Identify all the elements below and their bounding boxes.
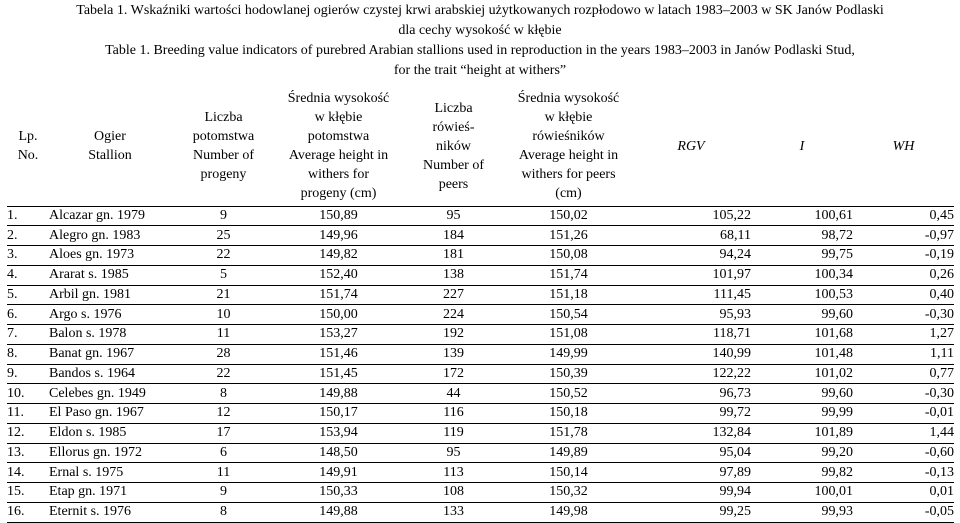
peer-height: 150,08 (506, 246, 631, 266)
table-row (7, 206, 954, 226)
header-peer-count: Liczba rówieś- ników Number of peers (401, 87, 506, 206)
caption-line: for the trait “height at withers” (393, 63, 567, 78)
stallion-name: Aloes gn. 1973 (49, 246, 171, 266)
peer-count: 95 (401, 206, 506, 226)
peer-count: 192 (401, 325, 506, 345)
row-number: 13. (7, 443, 49, 463)
progeny-count: 21 (171, 285, 276, 305)
wh-value: -0,97 (853, 226, 954, 246)
i-value: 101,68 (751, 325, 853, 345)
progeny-count: 9 (171, 206, 276, 226)
table-row (7, 423, 954, 443)
progeny-height: 149,88 (276, 384, 401, 404)
table-row (7, 246, 954, 266)
row-number: 5. (7, 285, 49, 305)
row-number: 6. (7, 305, 49, 325)
peer-height: 149,99 (506, 344, 631, 364)
stallion-name: Alcazar gn. 1979 (49, 206, 171, 226)
stallion-name: Etap gn. 1971 (49, 483, 171, 503)
i-value: 101,48 (751, 344, 853, 364)
row-number: 1. (7, 206, 49, 226)
i-value: 99,99 (751, 404, 853, 424)
peer-height: 151,74 (506, 265, 631, 285)
rgv-value: 111,45 (631, 285, 751, 305)
peer-count: 181 (401, 246, 506, 266)
stallion-name: Eternit s. 1976 (49, 502, 171, 522)
peer-count: 133 (401, 502, 506, 522)
stallion-name: Argo s. 1976 (49, 305, 171, 325)
progeny-height: 150,17 (276, 404, 401, 424)
row-number: 15. (7, 483, 49, 503)
progeny-count: 12 (171, 404, 276, 424)
progeny-count: 8 (171, 384, 276, 404)
stallion-name: Ellorus gn. 1972 (49, 443, 171, 463)
rgv-value: 95,93 (631, 305, 751, 325)
peer-count: 138 (401, 265, 506, 285)
progeny-height: 151,46 (276, 344, 401, 364)
table-row (7, 384, 954, 404)
rgv-value: 94,24 (631, 246, 751, 266)
wh-value: 1,44 (853, 423, 954, 443)
table-row (7, 285, 954, 305)
table-row (7, 443, 954, 463)
progeny-count: 8 (171, 502, 276, 522)
rgv-value: 140,99 (631, 344, 751, 364)
breeding-value-table (7, 87, 954, 523)
stallion-name: Eldon s. 1985 (49, 423, 171, 443)
row-number: 8. (7, 344, 49, 364)
progeny-count: 28 (171, 344, 276, 364)
progeny-height: 149,88 (276, 502, 401, 522)
stallion-name: Alegro gn. 1983 (49, 226, 171, 246)
rgv-value: 68,11 (631, 226, 751, 246)
peer-height: 151,08 (506, 325, 631, 345)
peer-count: 113 (401, 463, 506, 483)
table-row (7, 404, 954, 424)
peer-count: 116 (401, 404, 506, 424)
header-progeny-count: Liczba potomstwa Number of progeny (171, 87, 276, 206)
progeny-count: 22 (171, 246, 276, 266)
table-row (7, 502, 954, 522)
wh-value: 0,45 (853, 206, 954, 226)
table-body (7, 206, 954, 522)
wh-value: -0,01 (853, 404, 954, 424)
peer-height: 150,32 (506, 483, 631, 503)
stallion-name: Bandos s. 1964 (49, 364, 171, 384)
progeny-count: 22 (171, 364, 276, 384)
peer-height: 149,89 (506, 443, 631, 463)
i-value: 101,89 (751, 423, 853, 443)
row-number: 12. (7, 423, 49, 443)
rgv-value: 95,04 (631, 443, 751, 463)
peer-height: 151,18 (506, 285, 631, 305)
progeny-height: 150,00 (276, 305, 401, 325)
table-caption-polish (0, 1, 960, 41)
wh-value: 1,27 (853, 325, 954, 345)
wh-value: -0,05 (853, 502, 954, 522)
i-value: 99,75 (751, 246, 853, 266)
table-row (7, 305, 954, 325)
i-value: 100,34 (751, 265, 853, 285)
i-value: 100,61 (751, 206, 853, 226)
row-number: 7. (7, 325, 49, 345)
progeny-height: 153,27 (276, 325, 401, 345)
caption-line: dla cechy wysokość w kłębie (398, 23, 562, 38)
row-number: 16. (7, 502, 49, 522)
progeny-count: 11 (171, 325, 276, 345)
progeny-count: 5 (171, 265, 276, 285)
peer-count: 119 (401, 423, 506, 443)
progeny-height: 149,82 (276, 246, 401, 266)
table-row (7, 483, 954, 503)
row-number: 3. (7, 246, 49, 266)
progeny-height: 152,40 (276, 265, 401, 285)
peer-height: 150,14 (506, 463, 631, 483)
progeny-height: 153,94 (276, 423, 401, 443)
caption-line: Table 1. Breeding value indicators of purebred Arabian stallions used in reproduction in the years 1983–2003 in Janów Podlaski Stud, (105, 43, 855, 58)
peer-height: 150,52 (506, 384, 631, 404)
progeny-count: 6 (171, 443, 276, 463)
i-value: 101,02 (751, 364, 853, 384)
peer-count: 172 (401, 364, 506, 384)
row-number: 10. (7, 384, 49, 404)
i-value: 99,82 (751, 463, 853, 483)
rgv-value: 105,22 (631, 206, 751, 226)
progeny-count: 10 (171, 305, 276, 325)
i-value: 98,72 (751, 226, 853, 246)
stallion-name: Balon s. 1978 (49, 325, 171, 345)
progeny-count: 25 (171, 226, 276, 246)
peer-height: 150,54 (506, 305, 631, 325)
wh-value: 0,26 (853, 265, 954, 285)
rgv-value: 99,94 (631, 483, 751, 503)
row-number: 14. (7, 463, 49, 483)
wh-value: 1,11 (853, 344, 954, 364)
stallion-name: Banat gn. 1967 (49, 344, 171, 364)
wh-value: -0,60 (853, 443, 954, 463)
progeny-count: 9 (171, 483, 276, 503)
table-row (7, 226, 954, 246)
progeny-height: 150,89 (276, 206, 401, 226)
stallion-name: Ararat s. 1985 (49, 265, 171, 285)
wh-value: 0,01 (853, 483, 954, 503)
i-value: 99,60 (751, 384, 853, 404)
table-row (7, 463, 954, 483)
row-number: 9. (7, 364, 49, 384)
table-row (7, 364, 954, 384)
peer-count: 224 (401, 305, 506, 325)
rgv-value: 96,73 (631, 384, 751, 404)
rgv-value: 97,89 (631, 463, 751, 483)
peer-count: 184 (401, 226, 506, 246)
header-peer-height: Średnia wysokość w kłębie rówieśników Average height in withers for peers (cm) (506, 87, 631, 206)
wh-value: -0,30 (853, 305, 954, 325)
table-row (7, 325, 954, 345)
row-number: 11. (7, 404, 49, 424)
stallion-name: Celebes gn. 1949 (49, 384, 171, 404)
peer-height: 150,39 (506, 364, 631, 384)
header-progeny-height: Średnia wysokość w kłębie potomstwa Average height in withers for progeny (cm) (276, 87, 401, 206)
header-row (7, 87, 954, 206)
peer-count: 139 (401, 344, 506, 364)
stallion-name: Arbil gn. 1981 (49, 285, 171, 305)
row-number: 2. (7, 226, 49, 246)
row-number: 4. (7, 265, 49, 285)
i-value: 100,53 (751, 285, 853, 305)
table-row (7, 265, 954, 285)
rgv-value: 132,84 (631, 423, 751, 443)
peer-height: 151,26 (506, 226, 631, 246)
i-value: 99,93 (751, 502, 853, 522)
peer-count: 108 (401, 483, 506, 503)
caption-line: Tabela 1. Wskaźniki wartości hodowlanej ogierów czystej krwi arabskiej użytkowanych rozpłodowo w latach 1983–2003 w SK Janów Podlaski (76, 3, 884, 18)
progeny-height: 151,74 (276, 285, 401, 305)
header-lp: Lp. No. (7, 87, 49, 206)
progeny-height: 150,33 (276, 483, 401, 503)
rgv-value: 99,25 (631, 502, 751, 522)
rgv-value: 122,22 (631, 364, 751, 384)
i-value: 99,60 (751, 305, 853, 325)
table-caption-english (0, 41, 960, 81)
progeny-height: 151,45 (276, 364, 401, 384)
wh-value: -0,13 (853, 463, 954, 483)
stallion-name: El Paso gn. 1967 (49, 404, 171, 424)
peer-height: 150,02 (506, 206, 631, 226)
stallion-name: Ernal s. 1975 (49, 463, 171, 483)
rgv-value: 118,71 (631, 325, 751, 345)
peer-count: 44 (401, 384, 506, 404)
wh-value: -0,19 (853, 246, 954, 266)
wh-value: 0,77 (853, 364, 954, 384)
peer-height: 151,78 (506, 423, 631, 443)
progeny-height: 148,50 (276, 443, 401, 463)
progeny-height: 149,96 (276, 226, 401, 246)
i-value: 100,01 (751, 483, 853, 503)
rgv-value: 101,97 (631, 265, 751, 285)
progeny-count: 17 (171, 423, 276, 443)
header-i: I (751, 87, 853, 206)
peer-height: 150,18 (506, 404, 631, 424)
rgv-value: 99,72 (631, 404, 751, 424)
wh-value: -0,30 (853, 384, 954, 404)
header-rgv: RGV (631, 87, 751, 206)
progeny-count: 11 (171, 463, 276, 483)
wh-value: 0,40 (853, 285, 954, 305)
table-row (7, 344, 954, 364)
peer-count: 95 (401, 443, 506, 463)
peer-count: 227 (401, 285, 506, 305)
header-wh: WH (853, 87, 954, 206)
peer-height: 149,98 (506, 502, 631, 522)
i-value: 99,20 (751, 443, 853, 463)
header-stallion: Ogier Stallion (49, 87, 171, 206)
progeny-height: 149,91 (276, 463, 401, 483)
